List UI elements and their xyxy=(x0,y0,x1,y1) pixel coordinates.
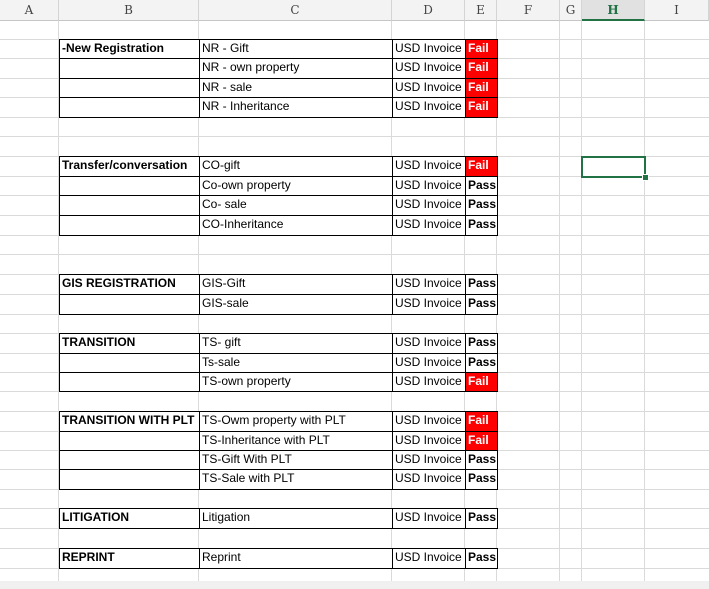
status-cell[interactable]: Pass xyxy=(465,469,498,490)
status-cell[interactable]: Fail xyxy=(465,97,498,118)
group-label-empty[interactable] xyxy=(59,372,200,392)
fill-handle[interactable] xyxy=(642,174,649,181)
invoice-type-cell[interactable]: USD Invoice xyxy=(392,333,466,354)
invoice-type-cell[interactable]: USD Invoice xyxy=(392,508,466,529)
invoice-type-cell[interactable]: USD Invoice xyxy=(392,372,466,392)
invoice-type-cell[interactable]: USD Invoice xyxy=(392,294,466,315)
status-cell[interactable]: Pass xyxy=(465,333,498,354)
invoice-type-cell[interactable]: USD Invoice xyxy=(392,548,466,569)
group-label-empty[interactable] xyxy=(59,294,200,315)
group-label[interactable]: GIS REGISTRATION xyxy=(59,274,200,295)
invoice-type-cell[interactable]: USD Invoice xyxy=(392,78,466,98)
group-label-empty[interactable] xyxy=(59,195,200,216)
group-label[interactable]: TRANSITION xyxy=(59,333,200,354)
group-label-empty[interactable] xyxy=(59,215,200,236)
status-cell[interactable]: Pass xyxy=(465,274,498,295)
item-cell[interactable]: TS-Sale with PLT xyxy=(199,469,393,490)
column-header-d[interactable]: D xyxy=(392,0,465,21)
status-cell[interactable]: Fail xyxy=(465,58,498,79)
invoice-type-cell[interactable]: USD Invoice xyxy=(392,431,466,451)
item-cell[interactable]: NR - Inheritance xyxy=(199,97,393,118)
group-label[interactable]: -New Registration xyxy=(59,39,200,59)
item-cell[interactable]: GIS-Gift xyxy=(199,274,393,295)
item-cell[interactable]: TS- gift xyxy=(199,333,393,354)
invoice-type-cell[interactable]: USD Invoice xyxy=(392,215,466,236)
status-cell[interactable]: Pass xyxy=(465,294,498,315)
column-header-a[interactable]: A xyxy=(0,0,59,21)
status-cell[interactable]: Fail xyxy=(465,372,498,392)
column-header-h[interactable]: H xyxy=(582,0,645,21)
status-cell[interactable]: Fail xyxy=(465,78,498,98)
status-cell[interactable]: Fail xyxy=(465,39,498,59)
selected-cell[interactable] xyxy=(581,156,646,178)
item-cell[interactable]: Co- sale xyxy=(199,195,393,216)
invoice-type-cell[interactable]: USD Invoice xyxy=(392,58,466,79)
status-cell[interactable]: Pass xyxy=(465,215,498,236)
status-cell[interactable]: Pass xyxy=(465,548,498,569)
status-cell[interactable]: Fail xyxy=(465,411,498,432)
invoice-type-cell[interactable]: USD Invoice xyxy=(392,39,466,59)
invoice-type-cell[interactable]: USD Invoice xyxy=(392,195,466,216)
status-cell[interactable]: Pass xyxy=(465,195,498,216)
column-header-c[interactable]: C xyxy=(199,0,392,21)
status-cell[interactable]: Pass xyxy=(465,176,498,196)
item-cell[interactable]: Reprint xyxy=(199,548,393,569)
item-cell[interactable]: NR - own property xyxy=(199,58,393,79)
column-header-e[interactable]: E xyxy=(465,0,497,21)
sheet-bottom-edge xyxy=(0,581,709,589)
item-cell[interactable]: Co-own property xyxy=(199,176,393,196)
invoice-type-cell[interactable]: USD Invoice xyxy=(392,97,466,118)
group-label-empty[interactable] xyxy=(59,176,200,196)
item-cell[interactable]: TS-Gift With PLT xyxy=(199,450,393,470)
group-label[interactable]: REPRINT xyxy=(59,548,200,569)
group-label-empty[interactable] xyxy=(59,353,200,373)
item-cell[interactable]: CO-Inheritance xyxy=(199,215,393,236)
item-cell[interactable]: NR - sale xyxy=(199,78,393,98)
item-cell[interactable]: TS-own property xyxy=(199,372,393,392)
invoice-type-cell[interactable]: USD Invoice xyxy=(392,156,466,177)
group-label[interactable]: TRANSITION WITH PLT xyxy=(59,411,200,432)
status-cell[interactable]: Pass xyxy=(465,353,498,373)
item-cell[interactable]: TS-Inheritance with PLT xyxy=(199,431,393,451)
item-cell[interactable]: Litigation xyxy=(199,508,393,529)
item-cell[interactable]: NR - Gift xyxy=(199,39,393,59)
group-label-empty[interactable] xyxy=(59,78,200,98)
column-header-b[interactable]: B xyxy=(59,0,199,21)
status-cell[interactable]: Pass xyxy=(465,450,498,470)
group-label-empty[interactable] xyxy=(59,431,200,451)
column-header-f[interactable]: F xyxy=(497,0,560,21)
column-header-i[interactable]: I xyxy=(645,0,709,21)
status-cell[interactable]: Fail xyxy=(465,431,498,451)
status-cell[interactable]: Pass xyxy=(465,508,498,529)
status-cell[interactable]: Fail xyxy=(465,156,498,177)
item-cell[interactable]: TS-Owm property with PLT xyxy=(199,411,393,432)
group-label[interactable]: LITIGATION xyxy=(59,508,200,529)
invoice-type-cell[interactable]: USD Invoice xyxy=(392,469,466,490)
invoice-type-cell[interactable]: USD Invoice xyxy=(392,353,466,373)
item-cell[interactable]: CO-gift xyxy=(199,156,393,177)
invoice-type-cell[interactable]: USD Invoice xyxy=(392,411,466,432)
item-cell[interactable]: GIS-sale xyxy=(199,294,393,315)
item-cell[interactable]: Ts-sale xyxy=(199,353,393,373)
invoice-type-cell[interactable]: USD Invoice xyxy=(392,176,466,196)
group-label-empty[interactable] xyxy=(59,97,200,118)
invoice-type-cell[interactable]: USD Invoice xyxy=(392,274,466,295)
group-label-empty[interactable] xyxy=(59,58,200,79)
column-header-g[interactable]: G xyxy=(560,0,582,21)
invoice-type-cell[interactable]: USD Invoice xyxy=(392,450,466,470)
group-label-empty[interactable] xyxy=(59,450,200,470)
group-label-empty[interactable] xyxy=(59,469,200,490)
group-label[interactable]: Transfer/conversation xyxy=(59,156,200,177)
